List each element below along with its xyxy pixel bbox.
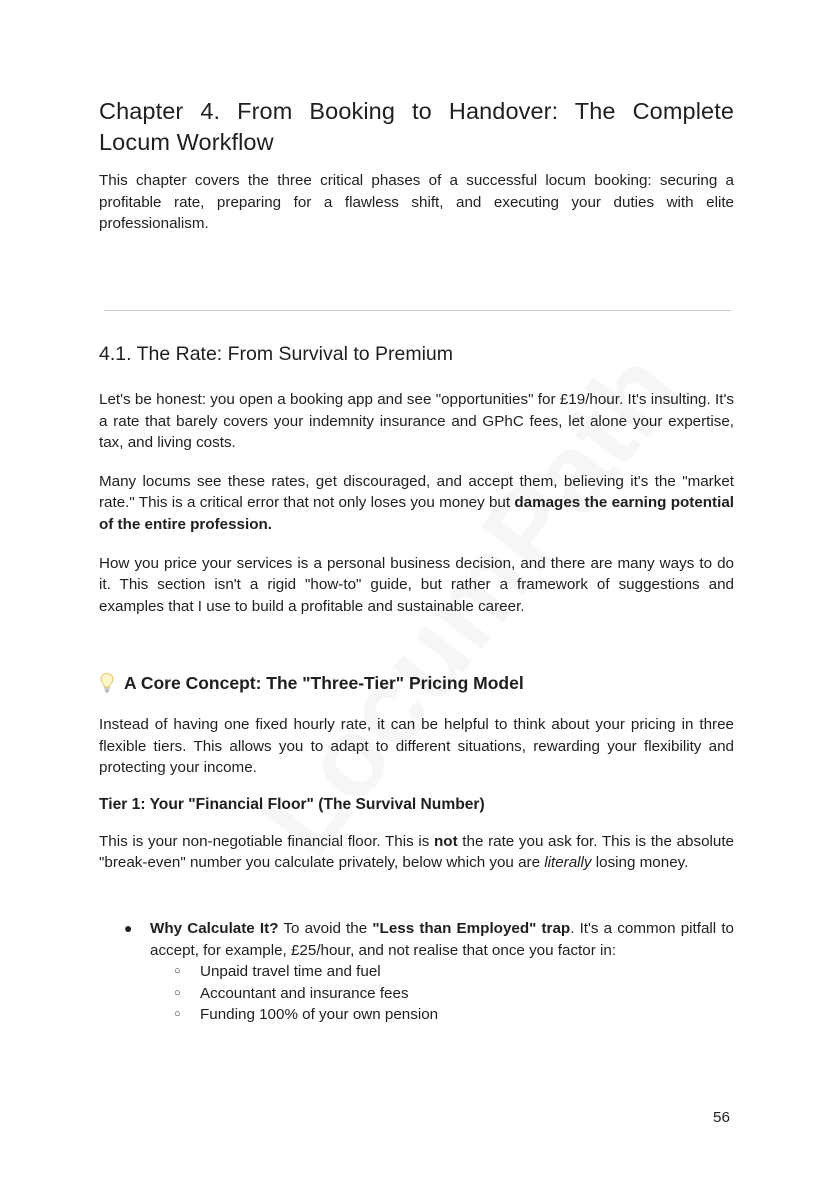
- bullet-list: [124, 918, 734, 1026]
- chapter-title: Chapter 4. From Booking to Handover: The Complete Locum Workflow: [99, 98, 734, 155]
- chapter-intro: This chapter covers the three critical phases of a successful locum booking: securing a profitable rate, preparing for a flawless shift, and executing your duties with elite professionalism.: [99, 172, 734, 233]
- circle-bullet-icon: ○: [174, 1008, 181, 1021]
- lightbulb-icon: [99, 672, 115, 694]
- tier-heading: Tier 1: Your "Financial Floor" (The Survival Number): [99, 795, 485, 813]
- section-body: [99, 389, 734, 634]
- paragraph: Instead of having one fixed hourly rate, it can be helpful to think about your pricing in three flexible tiers. This allows you to adapt to different situations, rewarding your flexibility and protecting your income.: [99, 716, 734, 777]
- paragraph: Many locums see these rates, get discouraged, and accept them, believing it's the "market rate." This is a critical error that not only loses you money but damages the earning potential of the entire profession.: [99, 472, 734, 533]
- list-item: ● Why Calculate It? To avoid the "Less than Employed" trap. It's a common pitfall to accept, for example, £25/hour, and not realise that once you factor in:: [124, 918, 734, 961]
- section-divider: [104, 310, 731, 311]
- concept-title: A Core Concept: The "Three-Tier" Pricing Model: [124, 672, 524, 693]
- list-item: ○ Accountant and insurance fees: [174, 983, 734, 1005]
- section-title: 4.1. The Rate: From Survival to Premium: [99, 343, 454, 365]
- bold-emphasis: damages the earning potential of the entire profession.: [99, 494, 734, 533]
- list-item: ○ Funding 100% of your own pension: [174, 1004, 734, 1026]
- circle-bullet-icon: ○: [174, 986, 181, 999]
- circle-bullet-icon: ○: [174, 965, 181, 978]
- paragraph: How you price your services is a personal business decision, and there are many ways to do it. This section isn't a rigid "how-to" guide, but rather a framework of suggestions and examples that I use to build a profitable and sustainable career.: [99, 554, 734, 615]
- paragraph: Let's be honest: you open a booking app and see "opportunities" for £19/hour. It's insulting. It's a rate that barely covers your indemnity insurance and GPhC fees, let alone your expertise, tax, and living costs.: [99, 391, 734, 452]
- chapter-header: [99, 96, 734, 235]
- bullet-icon: ●: [124, 920, 133, 936]
- sub-list: [174, 961, 734, 1026]
- concept-heading: [99, 672, 524, 694]
- concept-body: [99, 714, 734, 891]
- page-number: 56: [713, 1109, 730, 1126]
- paragraph: This is your non-negotiable financial floor. This is not the rate you ask for. This is the absolute "break-even" number you calculate privately, below which you are literally losing money.: [99, 832, 735, 872]
- list-item: ○ Unpaid travel time and fuel: [174, 961, 734, 983]
